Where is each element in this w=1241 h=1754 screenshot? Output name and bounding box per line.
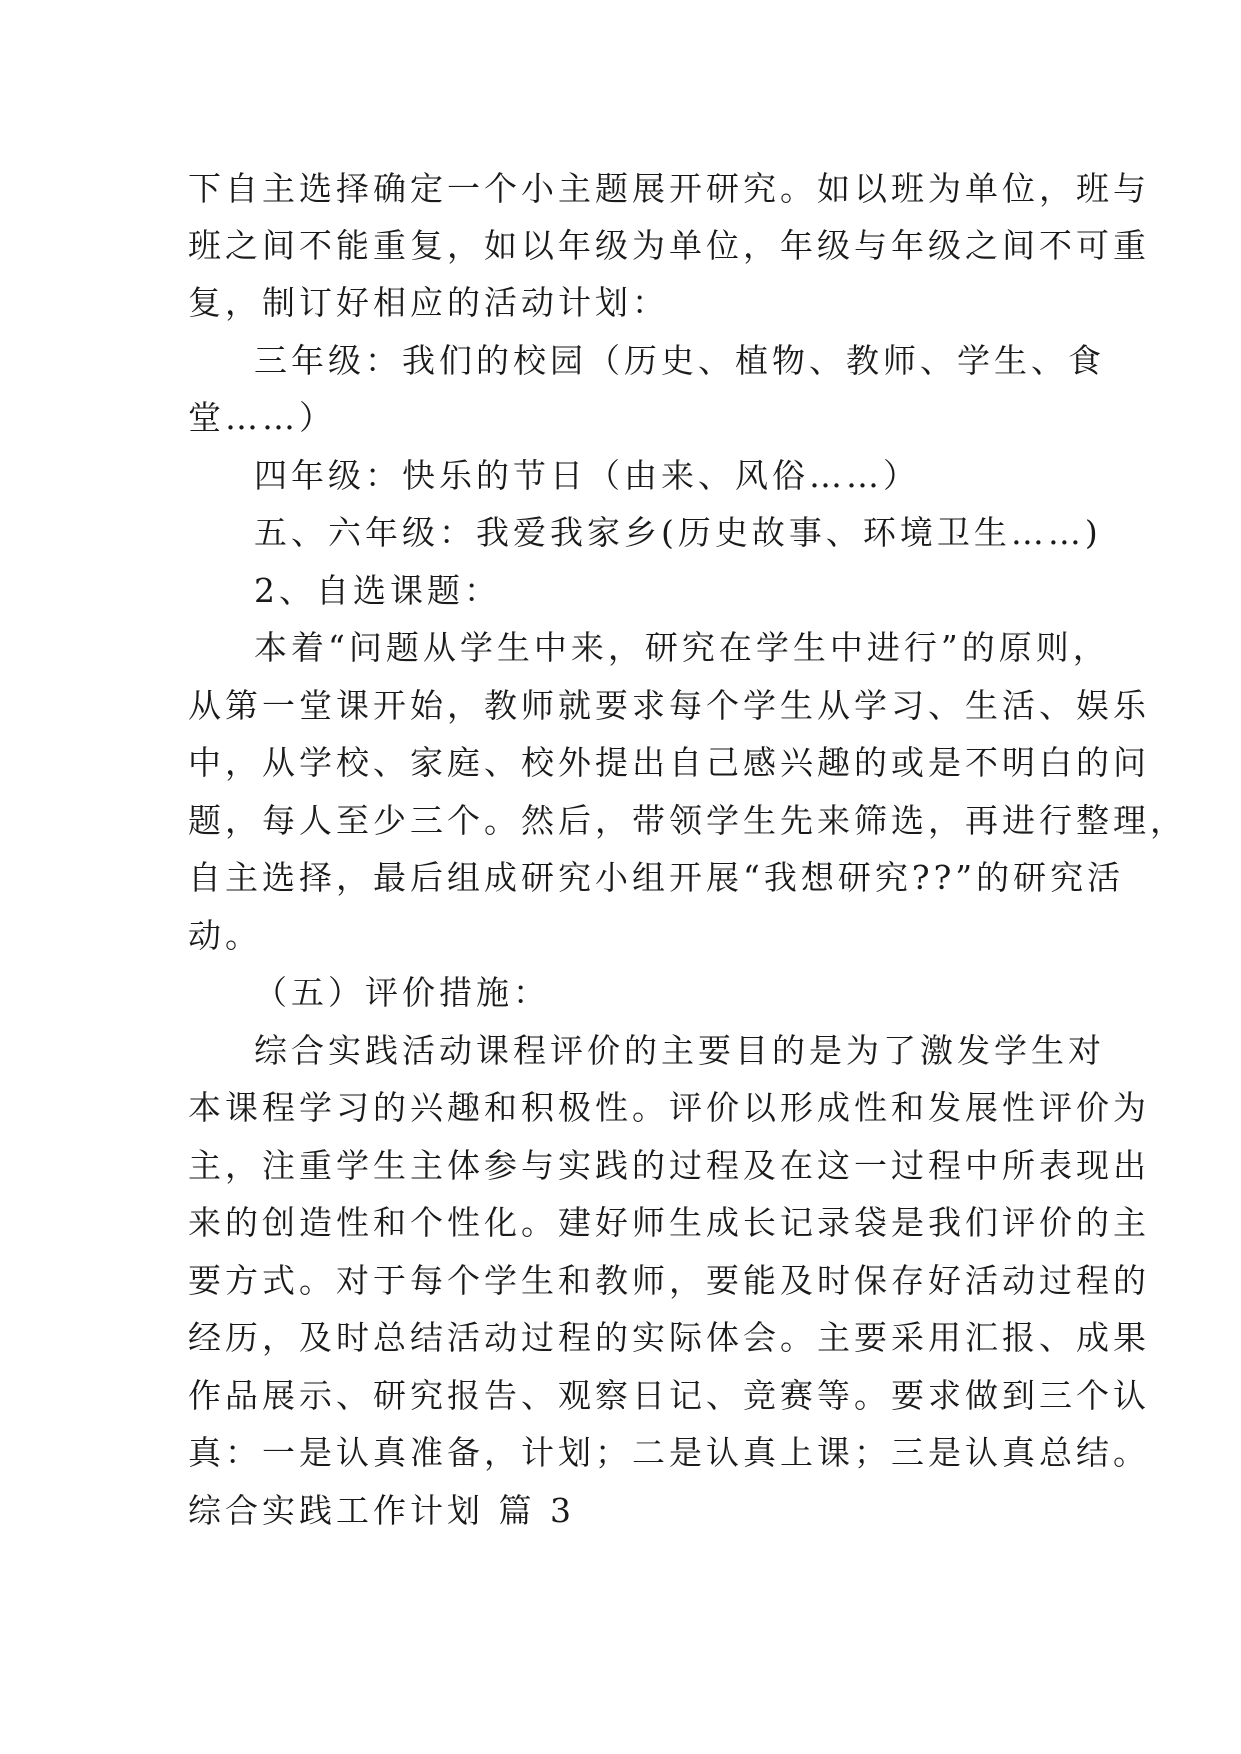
text-line: 下自主选择确定一个小主题展开研究。如以班为单位，班与 bbox=[188, 169, 1150, 208]
text-line: 三年级：我们的校园（历史、植物、教师、学生、食 bbox=[254, 341, 1105, 380]
text-line: 真：一是认真准备，计划；二是认真上课；三是认真总结。 bbox=[188, 1433, 1150, 1472]
text-line: 自主选择，最后组成研究小组开展“我想研究??”的研究活 bbox=[188, 858, 1125, 897]
text-line: 从第一堂课开始，教师就要求每个学生从学习、生活、娱乐 bbox=[188, 686, 1150, 725]
text-line: 要方式。对于每个学生和教师，要能及时保存好活动过程的 bbox=[188, 1261, 1150, 1300]
text-line: 堂……） bbox=[188, 398, 336, 437]
text-line: 主，注重学生主体参与实践的过程及在这一过程中所表现出 bbox=[188, 1146, 1150, 1185]
text-line: 作品展示、研究报告、观察日记、竞赛等。要求做到三个认 bbox=[188, 1376, 1150, 1415]
section-title: 综合实践工作计划 篇 3 bbox=[188, 1491, 575, 1530]
section-heading: （五）评价措施： bbox=[254, 973, 550, 1012]
text-line: 综合实践活动课程评价的主要目的是为了激发学生对 bbox=[254, 1031, 1105, 1070]
text-line: 班之间不能重复，如以年级为单位，年级与年级之间不可重 bbox=[188, 226, 1150, 265]
text-line: 中，从学校、家庭、校外提出自己感兴趣的或是不明白的问 bbox=[188, 743, 1150, 782]
text-line: 复，制订好相应的活动计划： bbox=[188, 283, 669, 322]
section-heading: 2、自选课题： bbox=[254, 571, 501, 610]
text-line: 本课程学习的兴趣和积极性。评价以形成性和发展性评价为 bbox=[188, 1088, 1150, 1127]
text-line: 五、六年级：我爱我家乡(历史故事、环境卫生……) bbox=[254, 513, 1102, 552]
text-line: 题，每人至少三个。然后，带领学生先来筛选，再进行整理， bbox=[188, 801, 1187, 840]
text-line: 动。 bbox=[188, 916, 262, 955]
text-line: 经历，及时总结活动过程的实际体会。主要采用汇报、成果 bbox=[188, 1318, 1150, 1357]
text-line: 四年级：快乐的节日（由来、风俗……） bbox=[254, 456, 920, 495]
text-line: 本着“问题从学生中来，研究在学生中进行”的原则， bbox=[254, 628, 1110, 667]
text-line: 来的创造性和个性化。建好师生成长记录袋是我们评价的主 bbox=[188, 1203, 1150, 1242]
